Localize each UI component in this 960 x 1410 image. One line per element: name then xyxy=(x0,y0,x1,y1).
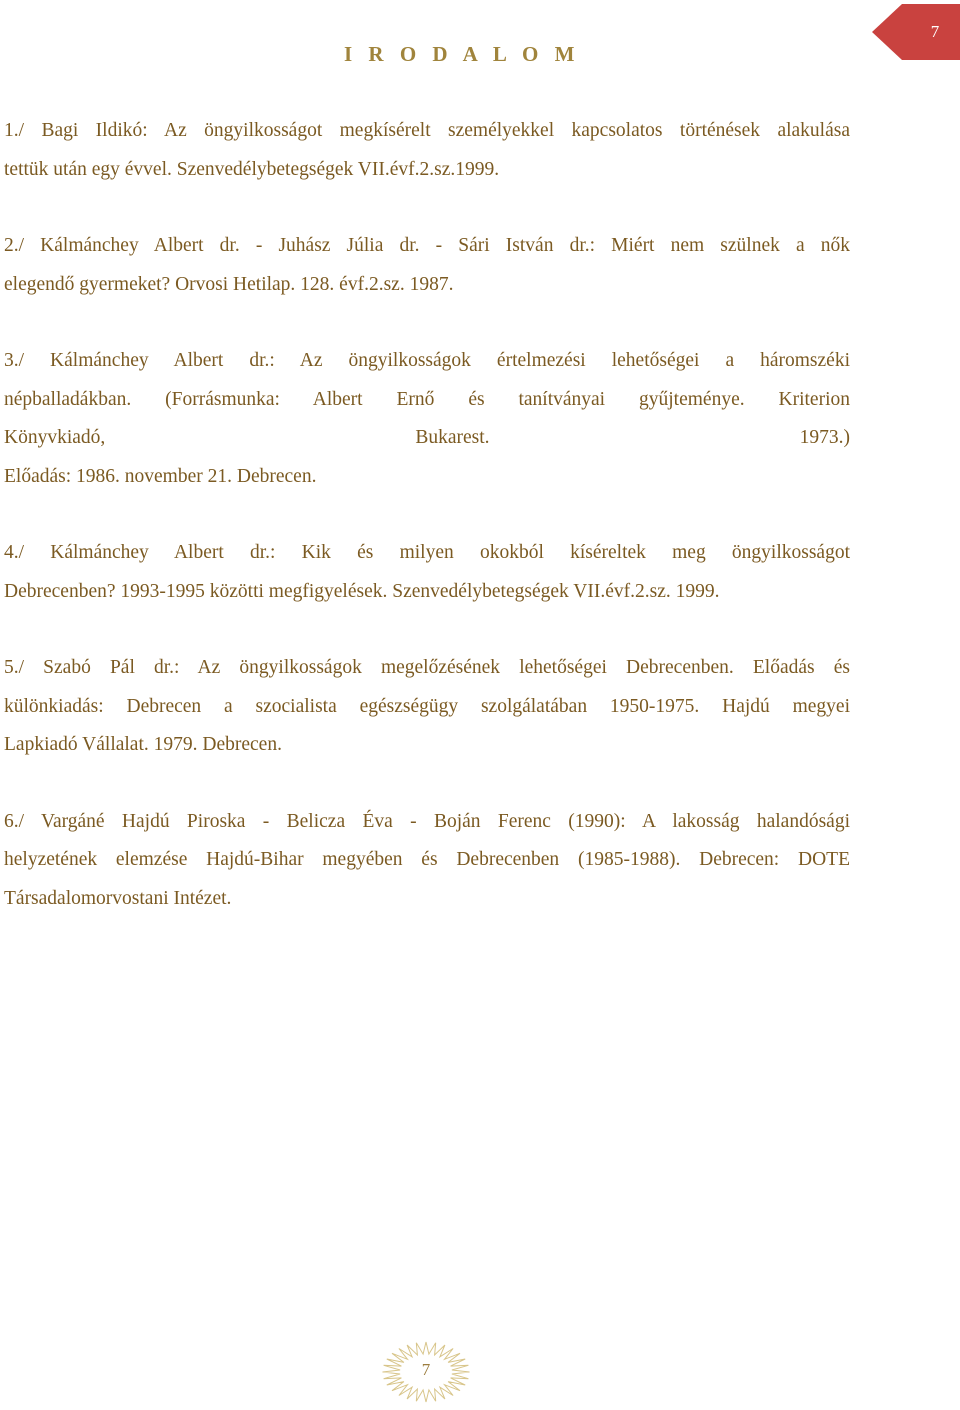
reference-line: 4./ Kálmánchey Albert dr.: Kik és milyen okokból kíséreltek meg öngyilkosságot xyxy=(4,542,850,563)
corner-page-number: 7 xyxy=(930,22,940,41)
reference-line: népballadákban. (Forrásmunka: Albert Ernő és tanítványai gyűjteménye. Kriterion xyxy=(4,388,850,410)
reference-line: 2./ Kálmánchey Albert dr. - Juhász Júlia dr. - Sári István dr.: Miért nem szülnek a nők xyxy=(4,235,850,256)
footer-page-number: 7 xyxy=(421,1360,431,1379)
reference-item xyxy=(4,803,850,919)
reference-line: Lapkiadó Vállalat. 1979. Debrecen. xyxy=(4,734,282,755)
reference-line: 6./ Vargáné Hajdú Piroska - Belicza Éva - Boján Ferenc (1990): A lakosság halandósági xyxy=(4,810,850,832)
reference-item xyxy=(4,649,850,765)
reference-item xyxy=(4,112,850,189)
reference-line: Előadás: 1986. november 21. Debrecen. xyxy=(4,465,317,487)
reference-line: különkiadás: Debrecen a szocialista egészségügy szolgálatában 1950-1975. Hajdú megyei xyxy=(4,695,850,717)
reference-line: Debrecenben? 1993-1995 közötti megfigyelések. Szenvedélybetegségek VII.évf.2.sz. 1999. xyxy=(4,580,720,602)
reference-item xyxy=(4,534,850,611)
reference-line: tettük után egy évvel. Szenvedélybetegségek VII.évf.2.sz.1999. xyxy=(4,158,500,180)
reference-line: helyzetének elemzése Hajdú-Bihar megyében és Debrecenben (1985-1988). Debrecen: DOTE xyxy=(4,849,850,870)
reference-list xyxy=(4,112,850,956)
reference-item xyxy=(4,342,850,496)
reference-line: 5./ Szabó Pál dr.: Az öngyilkosságok megelőzésének lehetőségei Debrecenben. Előadás és xyxy=(4,657,850,678)
reference-item xyxy=(4,227,850,304)
reference-line: 3./ Kálmánchey Albert dr.: Az öngyilkosságok értelmezési lehetőségei a háromszéki xyxy=(4,350,850,371)
reference-line: Társadalomorvostani Intézet. xyxy=(4,887,232,909)
reference-line: 1./ Bagi Ildikó: Az öngyilkosságot megkísérelt személyekkel kapcsolatos történések alakulása xyxy=(4,120,850,141)
reference-line: Könyvkiadó, Bukarest. 1973.) xyxy=(4,427,850,448)
page-title: I R O D A L O M xyxy=(344,42,580,66)
reference-line: elegendő gyermeket? Orvosi Hetilap. 128. évf.2.sz. 1987. xyxy=(4,273,454,295)
